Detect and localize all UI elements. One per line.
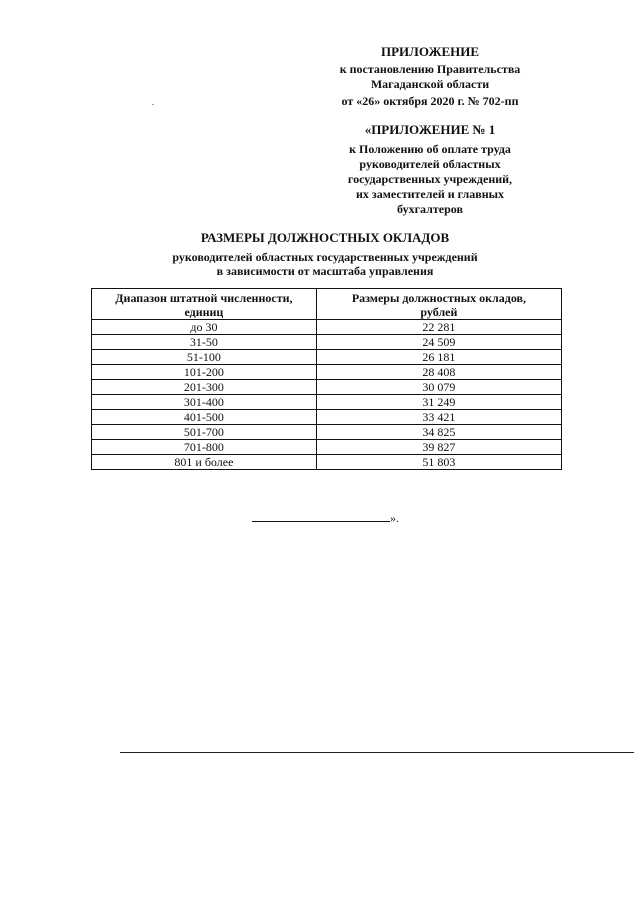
inner-appendix-header bbox=[300, 122, 560, 217]
table-row bbox=[92, 440, 562, 455]
salary-cell: 26 181 bbox=[316, 350, 561, 365]
closing-underline bbox=[252, 511, 390, 522]
inner-appendix-heading: «ПРИЛОЖЕНИЕ № 1 bbox=[364, 122, 496, 137]
salary-cell: 22 281 bbox=[316, 320, 561, 335]
salary-cell: 39 827 bbox=[316, 440, 561, 455]
salary-table bbox=[91, 288, 562, 470]
header-salary-line-2: рублей bbox=[420, 305, 458, 319]
range-cell: до 30 bbox=[92, 320, 317, 335]
range-cell: 201-300 bbox=[92, 380, 317, 395]
salary-cell: 34 825 bbox=[316, 425, 561, 440]
table-row bbox=[92, 410, 562, 425]
salary-cell: 24 509 bbox=[316, 335, 561, 350]
range-cell: 801 и более bbox=[92, 455, 317, 470]
header-salary bbox=[316, 289, 561, 320]
range-cell: 101-200 bbox=[92, 365, 317, 380]
subtitle-line-2: в зависимости от масштаба управления bbox=[216, 264, 434, 278]
salary-cell: 30 079 bbox=[316, 380, 561, 395]
salary-cell: 33 421 bbox=[316, 410, 561, 425]
inner-appendix-line-4: их заместителей и главных bbox=[356, 187, 504, 201]
footer-divider bbox=[120, 752, 634, 753]
table-row bbox=[92, 455, 562, 470]
table-row bbox=[92, 425, 562, 440]
table-header-row bbox=[92, 289, 562, 320]
appendix-heading: ПРИЛОЖЕНИЕ bbox=[380, 44, 480, 59]
table-row bbox=[92, 350, 562, 365]
salary-cell: 31 249 bbox=[316, 395, 561, 410]
inner-appendix-line-1: к Положению об оплате труда bbox=[349, 142, 511, 156]
header-range-line-1: Диапазон штатной численности, bbox=[115, 291, 293, 305]
range-cell: 501-700 bbox=[92, 425, 317, 440]
closing-mark bbox=[252, 511, 399, 525]
header-range-line-2: единиц bbox=[184, 305, 224, 319]
header-salary-line-1: Размеры должностных окладов, bbox=[351, 291, 526, 305]
inner-appendix-line-2: руководителей областных bbox=[359, 157, 501, 171]
appendix-line-2: Магаданской области bbox=[370, 77, 490, 91]
appendix-line-1: к постановлению Правительства bbox=[339, 62, 521, 76]
scan-speck bbox=[152, 104, 154, 105]
salary-cell: 51 803 bbox=[316, 455, 561, 470]
range-cell: 31-50 bbox=[92, 335, 317, 350]
document-title: РАЗМЕРЫ ДОЛЖНОСТНЫХ ОКЛАДОВ bbox=[200, 230, 450, 245]
appendix-date-line: от «26» октября 2020 г. № 702-пп bbox=[341, 94, 519, 108]
table-row bbox=[92, 365, 562, 380]
range-cell: 51-100 bbox=[92, 350, 317, 365]
table-row bbox=[92, 335, 562, 350]
subtitle-line-1: руководителей областных государственных учреждений bbox=[172, 250, 478, 264]
range-cell: 701-800 bbox=[92, 440, 317, 455]
header-range bbox=[92, 289, 317, 320]
appendix-header bbox=[300, 44, 560, 109]
range-cell: 301-400 bbox=[92, 395, 317, 410]
inner-appendix-line-5: бухгалтеров bbox=[397, 202, 463, 216]
table-row bbox=[92, 320, 562, 335]
range-cell: 401-500 bbox=[92, 410, 317, 425]
salary-cell: 28 408 bbox=[316, 365, 561, 380]
inner-appendix-line-3: государственных учреждений, bbox=[347, 172, 513, 186]
table-row bbox=[92, 380, 562, 395]
closing-quote: ». bbox=[390, 511, 399, 525]
table-row bbox=[92, 395, 562, 410]
document-subtitle bbox=[110, 250, 540, 278]
